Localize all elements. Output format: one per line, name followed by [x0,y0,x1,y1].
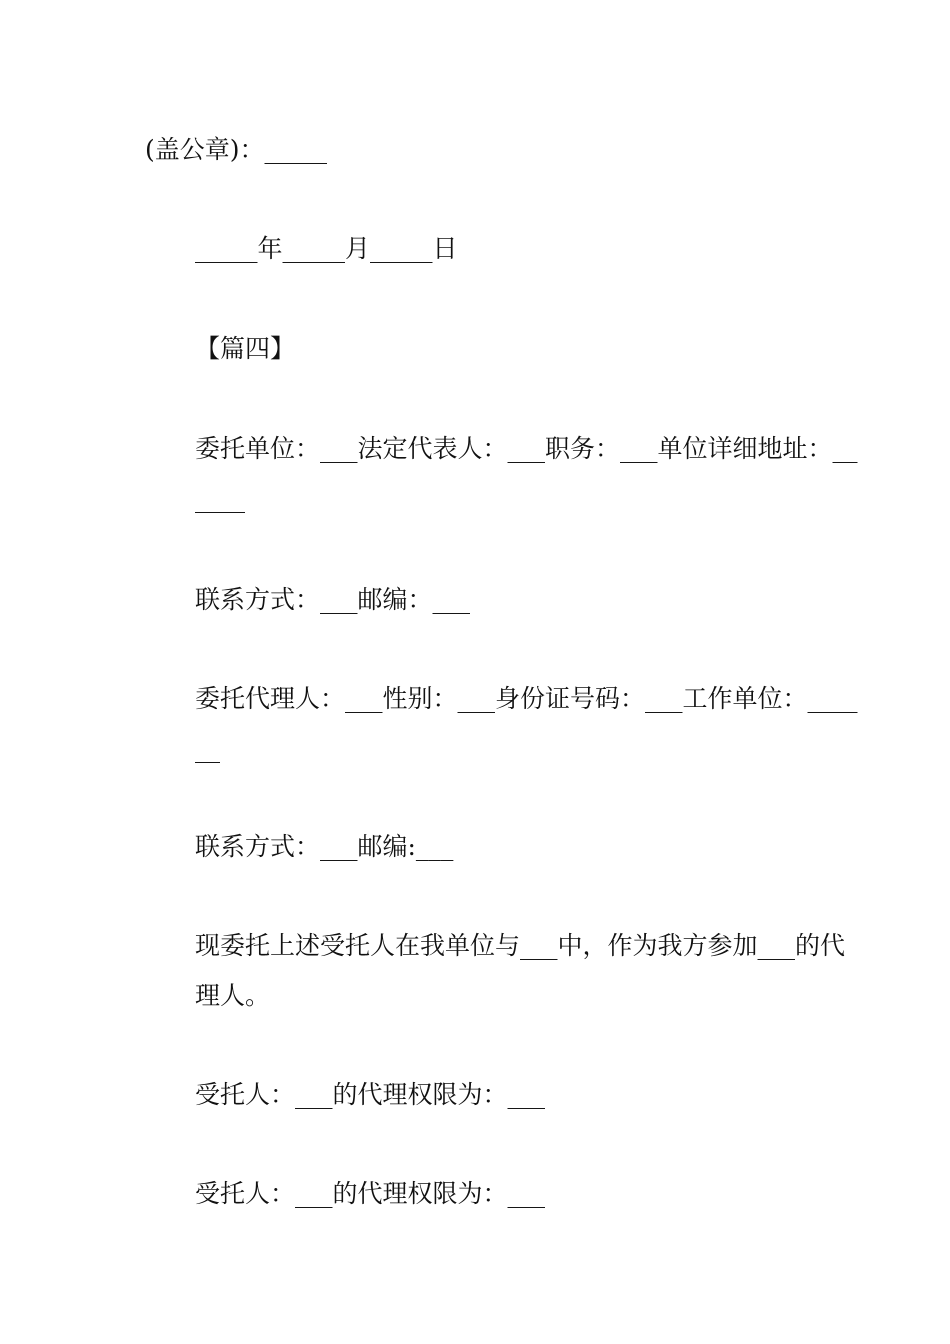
date-line: _____年_____月_____日 [195,234,458,263]
entrusting-unit-paragraph: 委托单位：___法定代表人：___职务：___单位详细地址：______ [195,434,858,513]
authority-paragraph-2: 受托人：___的代理权限为：___ [195,1179,546,1208]
seal-line: (盖公章)：_____ [145,135,328,164]
contact-paragraph-1: 联系方式：___邮编：___ [195,585,471,614]
contact-paragraph-2: 联系方式：___邮编:___ [195,832,454,861]
authority-paragraph-1: 受托人：___的代理权限为：___ [195,1080,546,1109]
agent-paragraph: 委托代理人：___性别：___身份证号码：___工作单位：______ [195,684,858,763]
entrustment-paragraph: 现委托上述受托人在我单位与___中，作为我方参加___的代理人。 [195,931,846,1010]
section-title: 【篇四】 [195,334,296,363]
